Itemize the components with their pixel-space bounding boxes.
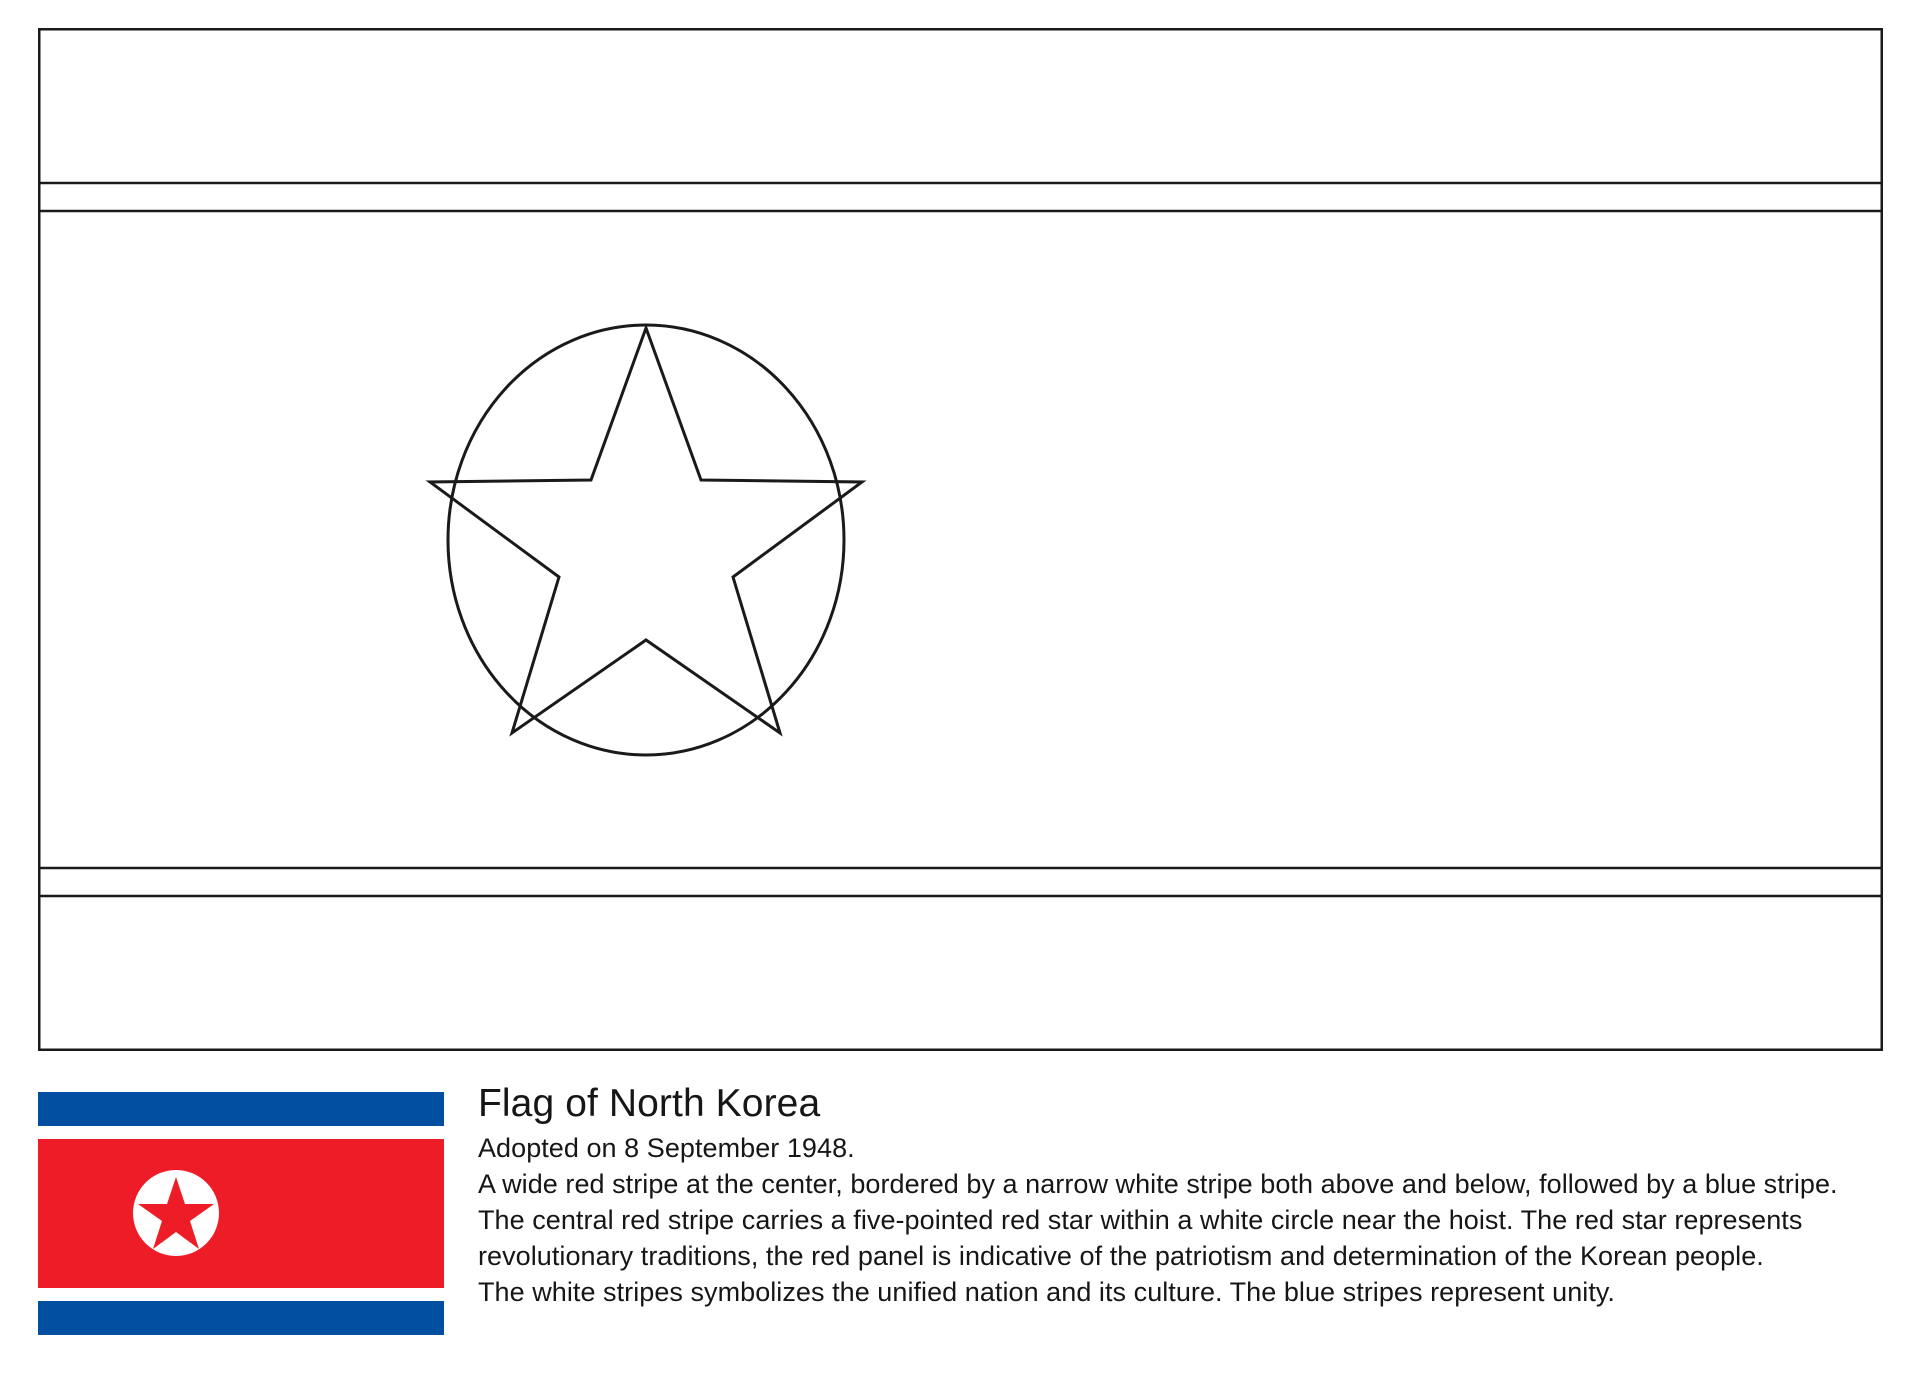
caption-block (38, 1080, 1883, 1350)
adopted-date: Adopted on 8 September 1948. (478, 1133, 855, 1163)
description-line-2: The central red stripe carries a five-pointed red star within a white circle near the hoist. The red star represents (478, 1205, 1803, 1235)
caption-text (478, 1080, 1878, 1310)
coloring-flag-outline (38, 28, 1883, 1051)
page-title: Flag of North Korea (478, 1082, 821, 1125)
description-line-4: The white stripes symbolizes the unified nation and its culture. The blue stripes represent unity. (478, 1277, 1615, 1307)
flag-outline-svg (38, 28, 1883, 1051)
description-line-1: A wide red stripe at the center, bordered by a narrow white stripe both above and below, followed by a blue stripe. (478, 1169, 1838, 1199)
reference-flag-svg (38, 1092, 444, 1335)
description-line-3: revolutionary traditions, the red panel is indicative of the patriotism and determination of the Korean people. (478, 1241, 1764, 1271)
reference-flag (38, 1092, 444, 1335)
ref-red-stripe (38, 1139, 444, 1288)
